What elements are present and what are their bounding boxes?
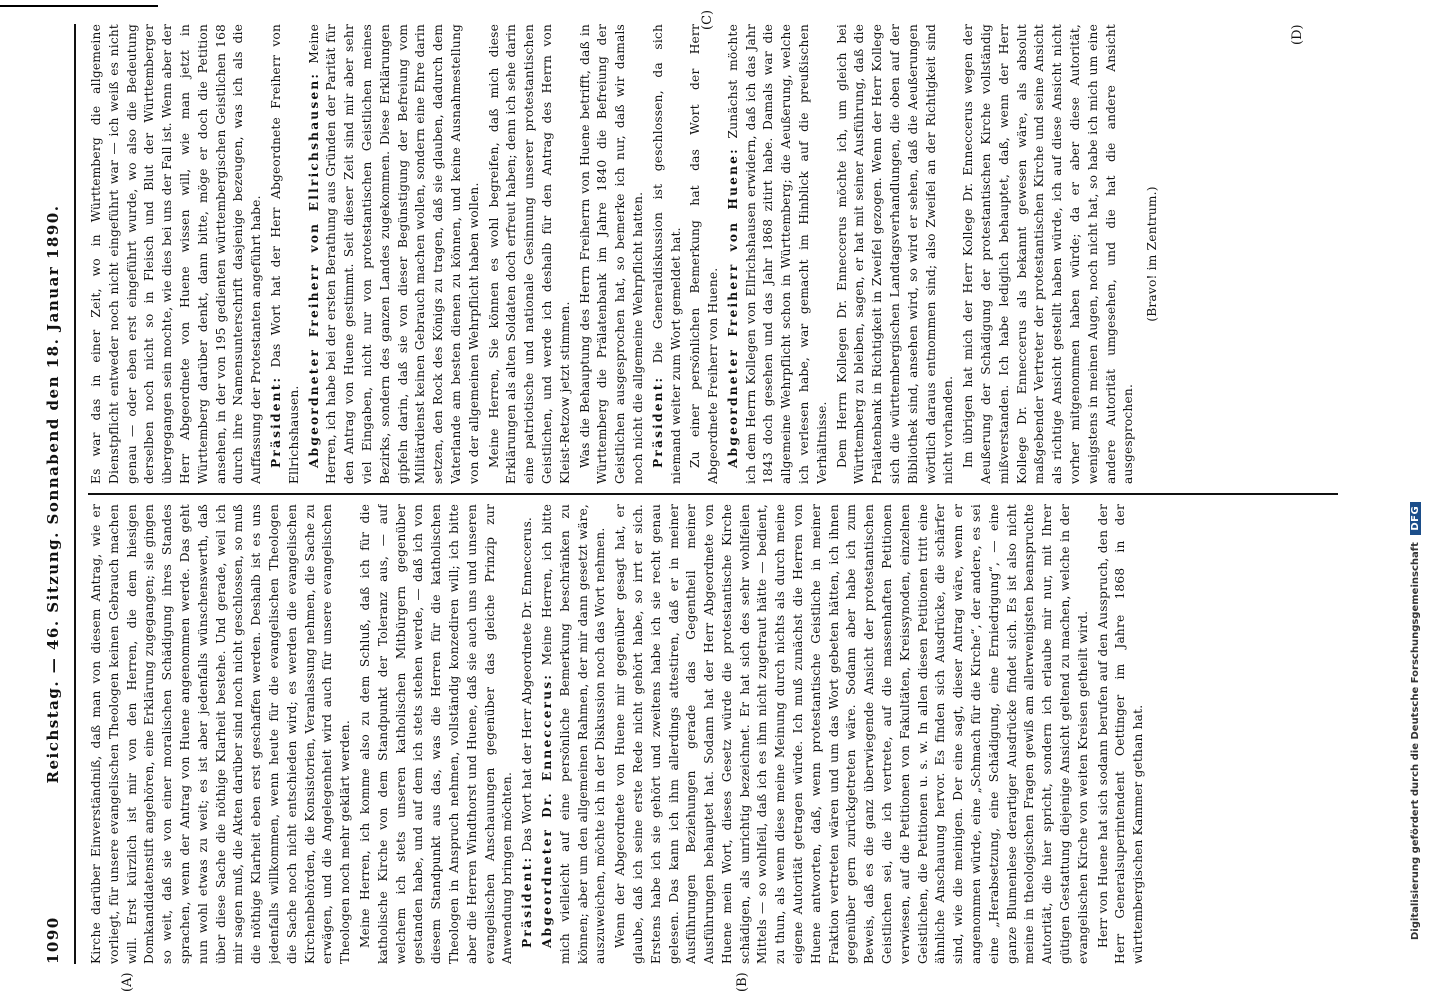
right-column: [88, 24, 1338, 484]
paragraph: Herr von Huene hat sich sodann berufen auf den Ausspruch, den der Herr Generalsuperintendent Oettinger im Jahre 1868 in der württembergischen Kammer gethan hat.: [1095, 504, 1146, 964]
page-number: 1090: [44, 916, 62, 964]
speaker-label: Abgeordneter Freiherr von Ellrichshausen:: [306, 71, 321, 468]
paragraph: Was die Behauptung des Herrn Freiherrn von Huene betrifft, daß in Württemberg die Prälatenbank im Jahre 1840 die Befreiung der Geistlichen ausgesprochen hat, so bemerke ich nur, daß wir damals noch nicht die allgemeine Wehrpflicht hatten.: [577, 24, 645, 484]
column-divider: [88, 494, 1338, 496]
paragraph: Kirche darüber Einverständniß, daß man von diesem Antrag, wie er vorliegt, für unsere evangelischen Theologen keinen Gebrauch machen will. Erst kürzlich ist mir von den Herren, die dem hiesigen Domkandidatenstift angehören, eine Erklärung zugegangen; sie gingen so weit, daß sie von einer moralischen Schädigung ihres Standes sprachen, wenn der Antrag von Huene angenommen werde. Das geht nun wohl etwas zu weit; es ist aber jedenfalls wünschenswerth, daß über diese Sache die nöthige Klarheit bestehe. Und gerade, weil ich mir sagen muß, die Akten darüber sind noch nicht geschlossen, so muß die nöthige Klarheit eben erst geschaffen werden. Deshalb ist es uns jedenfalls willkommen, wenn heute für die evangelischen Theologen die Sache noch nicht entschieden wird; es werden die evangelischen Kirchenbehörden, die Konsistorien, Veranlassung nehmen, die Sache zu erwägen, und die Angelegenheit wird auch für unsere evangelischen Theologen noch mehr geklärt werden.: [89, 504, 353, 964]
margin-marker-b: (B): [735, 972, 750, 992]
margin-marker-c: (C): [700, 9, 715, 30]
paragraph: Meine Herren, ich habe bei der ersten Berathung aus Gründen der Parität für den Antrag von Huene gestimmt. Seit dieser Zeit sind mir aber sehr viel Eingaben, nicht nur von protestantischen Geistlichen meines Bezirks, sondern des ganzen Landes zugekommen. Diese Erklärungen gipfeln darin, daß sie von dieser Begünstigung der Befreiung vom Militärdienst keinen Gebrauch machen wollen, sondern eine Ehre darin setzen, den Rock des Königs zu tragen, daß sie glauben, dadurch dem Vaterlande am besten dienen zu können, und keine Ausnahmestellung von der allgemeinen Wehrpflicht haben wollen.: [306, 24, 481, 484]
applause-note: (Bravo! im Zentrum.): [1145, 186, 1160, 322]
paragraph: Meine Herren, Sie können es wohl begreifen, daß mich diese Erklärungen als alten Soldaten doch erfreut haben; denn ich sehe darin eine patriotische und nationale Gesinnung unserer protestantischen Geistlichen, und werde ich deshalb für den Antrag des Herrn von Kleist-Retzow jetzt stimmen.: [486, 24, 572, 484]
page-header: [44, 24, 74, 964]
speaker-label: Präsident:: [268, 375, 283, 468]
paragraph: Die Generaldiskussion ist geschlossen, da sich niemand weiter zum Wort gemeldet hat.: [650, 24, 683, 484]
speaker-label: Präsident:: [650, 375, 665, 468]
page-title: Reichstag. — 46. Sitzung. Sonnabend den 18. Januar 1890.: [44, 204, 62, 784]
left-column: [88, 504, 1338, 964]
dfg-logo: DFG: [1410, 502, 1421, 535]
speaker-label: Präsident:: [520, 855, 535, 948]
paragraph: Zu einer persönlichen Bemerkung hat das Wort der Herr Abgeordnete Freiherr von Huene.: [688, 24, 721, 484]
margin-marker-a: (A): [120, 972, 135, 992]
speaker-label: Abgeordneter Freiherr von Huene:: [725, 147, 740, 468]
paragraph: Es war das in einer Zeit, wo in Württemberg die allgemeine Dienstpflicht entweder noch nicht eingeführt war — ich weiß es nicht genau — oder eben erst eingeführt wurde, wo also die Bedeutung derselben noch nicht so in Fleisch und Blut der Württemberger übergegangen sein mochte, wie dies bei uns der Fall ist. Wenn aber der Herr Abgeordnete von Huene wissen will, wie man jetzt in Württemberg darüber denkt, dann bitte, möge er doch die Petition ansehen, in der von 195 gedienten württembergischen Geistlichen 168 durch ihre Namensunterschrift dasjenige bezeugen, was ich als die Auffassung der Protestanten angeführt habe.: [89, 24, 264, 484]
paragraph: Wenn der Abgeordnete von Huene mir gegenüber gesagt hat, er glaube, daß ich seine erste Rede nicht gehört habe, so irrt er sich. Erstens habe ich sie gehört und zweitens habe ich sie recht genau gelesen. Das kann ich ihm allerdings attestiren, daß er in meiner Ausführungen Beziehungen gerade das Gegentheil meiner Ausführungen behauptet hat. Sodann hat der Herr Abgeordnete von Huene mein Wort, dieses Gesetz würde die protestantische Kirche schädigen, als unrichtig bezeichnet. Er hat sich des sehr wohlfeilen Mittels — so wohlfeil, daß ich es ihm nicht zugetraut hätte — bedient, zu thun, als wenn diese meine Meinung durch nichts als durch meine eigene Autorität getragen würde. Ich muß zunächst die Herren von Huene antworten, daß, wenn protestantische Geistliche in meiner Fraktion vertreten wären und um das Wort gebeten hätten, ich ihnen gegenüber gern zurückgetreten wäre. Sodann aber habe ich zum Beweis, daß es die ganz überwiegende Ansicht der protestantischen Geistlichen sei, die ich vertrete, auf die massenhaften Petitionen verwiesen, auf die Petitionen von Fakultäten, Kreissynoden, einzelnen Geistlichen, die Petitionen u. s. w. In allen diesen Petitionen tritt eine ähnliche Anschauung hervor. Es finden sich Ausdrücke, die schärfer sind, wie die meinigen. Der eine sagt, dieser Antrag wäre, wenn er angenommen würde, eine „Schmach für die Kirche“, der andere, es sei eine „Herabsetzung, eine Schädigung, eine Erniedrigung“, — eine ganze Blumenlese derartiger Ausdrücke findet sich. Es ist also nicht meine in theologischen Fragen gewiß am allerwenigsten beanspruchte Autorität, die hier spricht, sondern ich erlaube mir nur, mit Ihrer gütigen Gestattung diejenige Ansicht geltend zu machen, welche in der evangelischen Kirche von weiten Kreisen getheilt wird.: [613, 504, 1090, 964]
digitization-credit: [1410, 60, 1424, 940]
paragraph: Zunächst möchte ich dem Herrn Kollegen von Ellrichshausen erwidern, daß ich das Jahr 1843 doch gesehen und das Jahr 1868 zitirt habe. Damals war die allgemeine Wehrpflicht schon in Württemberg; die Aeußerung, welche ich verlesen habe, war gemacht im Hinblick auf die preußischen Verhältnisse.: [725, 24, 829, 484]
header-rule: [74, 24, 76, 964]
paragraph: Das Wort hat der Herr Abgeordnete Freiherr von Ellrichshausen.: [268, 24, 301, 484]
margin-marker-d: (D): [1290, 24, 1305, 45]
paragraph: Das Wort hat der Herr Abgeordnete Dr. Enneccerus.: [520, 516, 535, 852]
paragraph: Meine Herren, ich komme also zu dem Schluß, daß ich für die katholische Kirche von dem Standpunkt der Toleranz aus, — auf welchem ich stets unseren katholischen Mitbürgern gegenüber gestanden habe, und auf dem ich stets stehen werde, — daß ich von diesem Standpunkt aus das, was die Herren für die katholischen Theologen in Anspruch nehmen, vollständig konzediren will; ich bitte aber die Herren Windthorst und Huene, daß sie auch uns und unseren evangelischen Anschauungen gegenüber das gleiche Prinzip zur Anwendung bringen möchten.: [357, 504, 515, 964]
paragraph: Meine Herren, ich bitte mich vielleicht auf eine persönliche Bemerkung beschränken zu können; aber um den allgemeinen Rahmen, der mir dann gesetzt wäre, auszuweichen, möchte ich in der Diskussion noch das Wort nehmen.: [539, 504, 608, 964]
speaker-label: Abgeordneter Dr. Enneccerus:: [539, 672, 554, 948]
paragraph: Dem Herrn Kollegen Dr. Enneccerus möchte ich, um gleich bei Württemberg zu bleiben, sagen, er hat mit seiner Ausführung, daß die Prälatenbank in Richtigkeit in Zweifel gezogen. Wenn der Herr Kollege sich die württembergischen Landtagsverhandlungen, die oben auf der Bibliothek sind, ansehen wird, so wird er sehen, daß die Aeußerungen wörtlich daraus entnommen sind; also Zweifel an der Richtigkeit sind nicht vorhanden.: [834, 24, 956, 484]
credit-text: Digitalisierung gefördert durch die Deutsche Forschungsgemeinschaft: [1410, 542, 1421, 940]
paragraph: Im übrigen hat mich der Herr Kollege Dr. Enneccerus wegen der Aeußerung der Schädigung der protestantischen Kirche vollständig mißverstanden. Ich habe lediglich behauptet, daß, wenn der Herr Kollege Dr. Enneccerus als bekannt gewesen wäre, als absolut maßgebender Vertreter der protestantischen Kirche und seine Ansicht als richtige Ansicht gestellt haben würde, ich auf diese Ansicht nicht vorher mitgenommen haben würde; da er aber diese Autorität, wenigstens in meinen Augen, noch nicht hat, so habe ich mich um eine andere Autorität umgesehen, und die hat die andere Ansicht ausgesprochen.: [961, 24, 1136, 484]
